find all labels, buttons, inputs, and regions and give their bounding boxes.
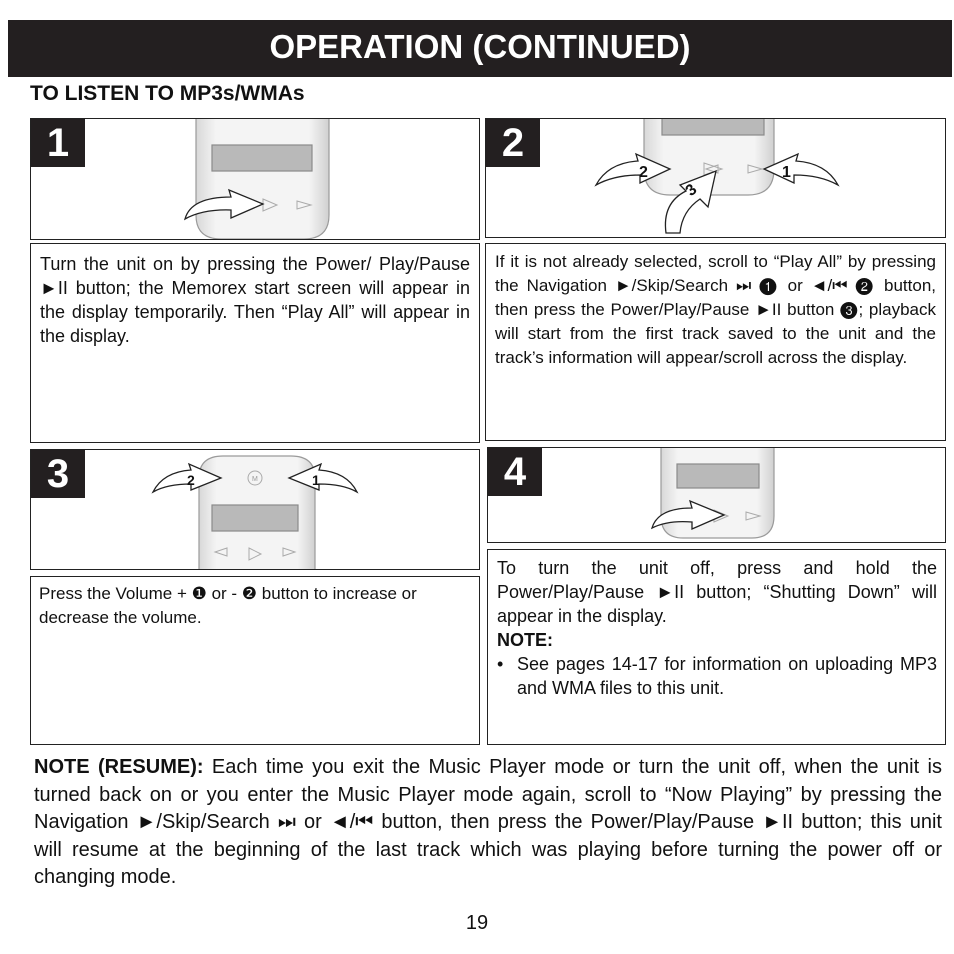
callout-3: 3 <box>682 181 701 200</box>
step-3-text: Press the Volume + ❶ or - ❷ button to increase or decrease the volume. <box>39 584 417 627</box>
step-4-note-bullet <box>497 652 937 700</box>
step-4-text: To turn the unit off, press and hold the Power/Play/Pause ►II button; “Shutting Down” will appear in the display. <box>497 558 937 626</box>
step-4-number: 4 <box>488 448 542 496</box>
step-4-text-box <box>487 549 946 745</box>
step-1-number: 1 <box>31 119 85 167</box>
step-4-illustration <box>487 447 946 543</box>
device-illustration <box>31 450 480 570</box>
header-banner <box>8 20 952 77</box>
device-illustration <box>31 119 480 240</box>
section-title: TO LISTEN TO MP3s/WMAs <box>30 82 305 105</box>
device-illustration <box>488 448 946 543</box>
device-illustration <box>486 119 946 238</box>
callout-2: 2 <box>187 472 195 488</box>
callout-1: 1 <box>782 164 791 181</box>
bullet-icon: • <box>497 654 504 674</box>
resume-note <box>34 754 942 892</box>
step-4-note-label: NOTE: <box>497 630 553 650</box>
page-title: OPERATION (CONTINUED) <box>269 28 691 65</box>
page-number: 19 <box>465 912 489 934</box>
step-1-text: Turn the unit on by pressing the Power/ Play/Pause ►II button; the Memorex start screen will appear in the display temporarily. Then “Play All” will appear in the display. <box>40 254 470 346</box>
device-label: M <box>252 476 258 483</box>
resume-note-label: NOTE (RESUME): <box>34 756 204 778</box>
step-1-illustration <box>30 118 480 240</box>
step-3-text-box <box>30 576 480 745</box>
callout-1: 1 <box>312 472 320 488</box>
step-2-illustration <box>485 118 946 238</box>
step-3-illustration <box>30 449 480 570</box>
callout-2: 2 <box>639 164 648 181</box>
step-4-note-text: See pages 14-17 for information on uploading MP3 and WMA files to this unit. <box>517 654 937 698</box>
step-1-text-box <box>30 243 480 443</box>
step-3-number: 3 <box>31 450 85 498</box>
step-2-text-box <box>485 243 946 441</box>
resume-note-text: Each time you exit the Music Player mode or turn the unit off, when the unit is turned back on or you enter the Music Player mode again, scroll to “Now Playing” by pressing the Navigation ►/Skip/Search ⏭ or ◄/⏮ button, then press the Power/Play/Pause ►II button; this unit will resume at the beginning of the last track which was playing before turning the power off or changing mode. <box>34 756 942 888</box>
step-2-number: 2 <box>486 119 540 167</box>
step-2-text: If it is not already selected, scroll to “Play All” by pressing the Navigation ►/Skip/Search ⏭ ❶ or ◄/⏮ ❷ button, then press the Power/Play/Pause ►II button ❸; playback will start from the first track saved to the unit and the track’s information will appear/scroll across the display. <box>495 252 936 367</box>
